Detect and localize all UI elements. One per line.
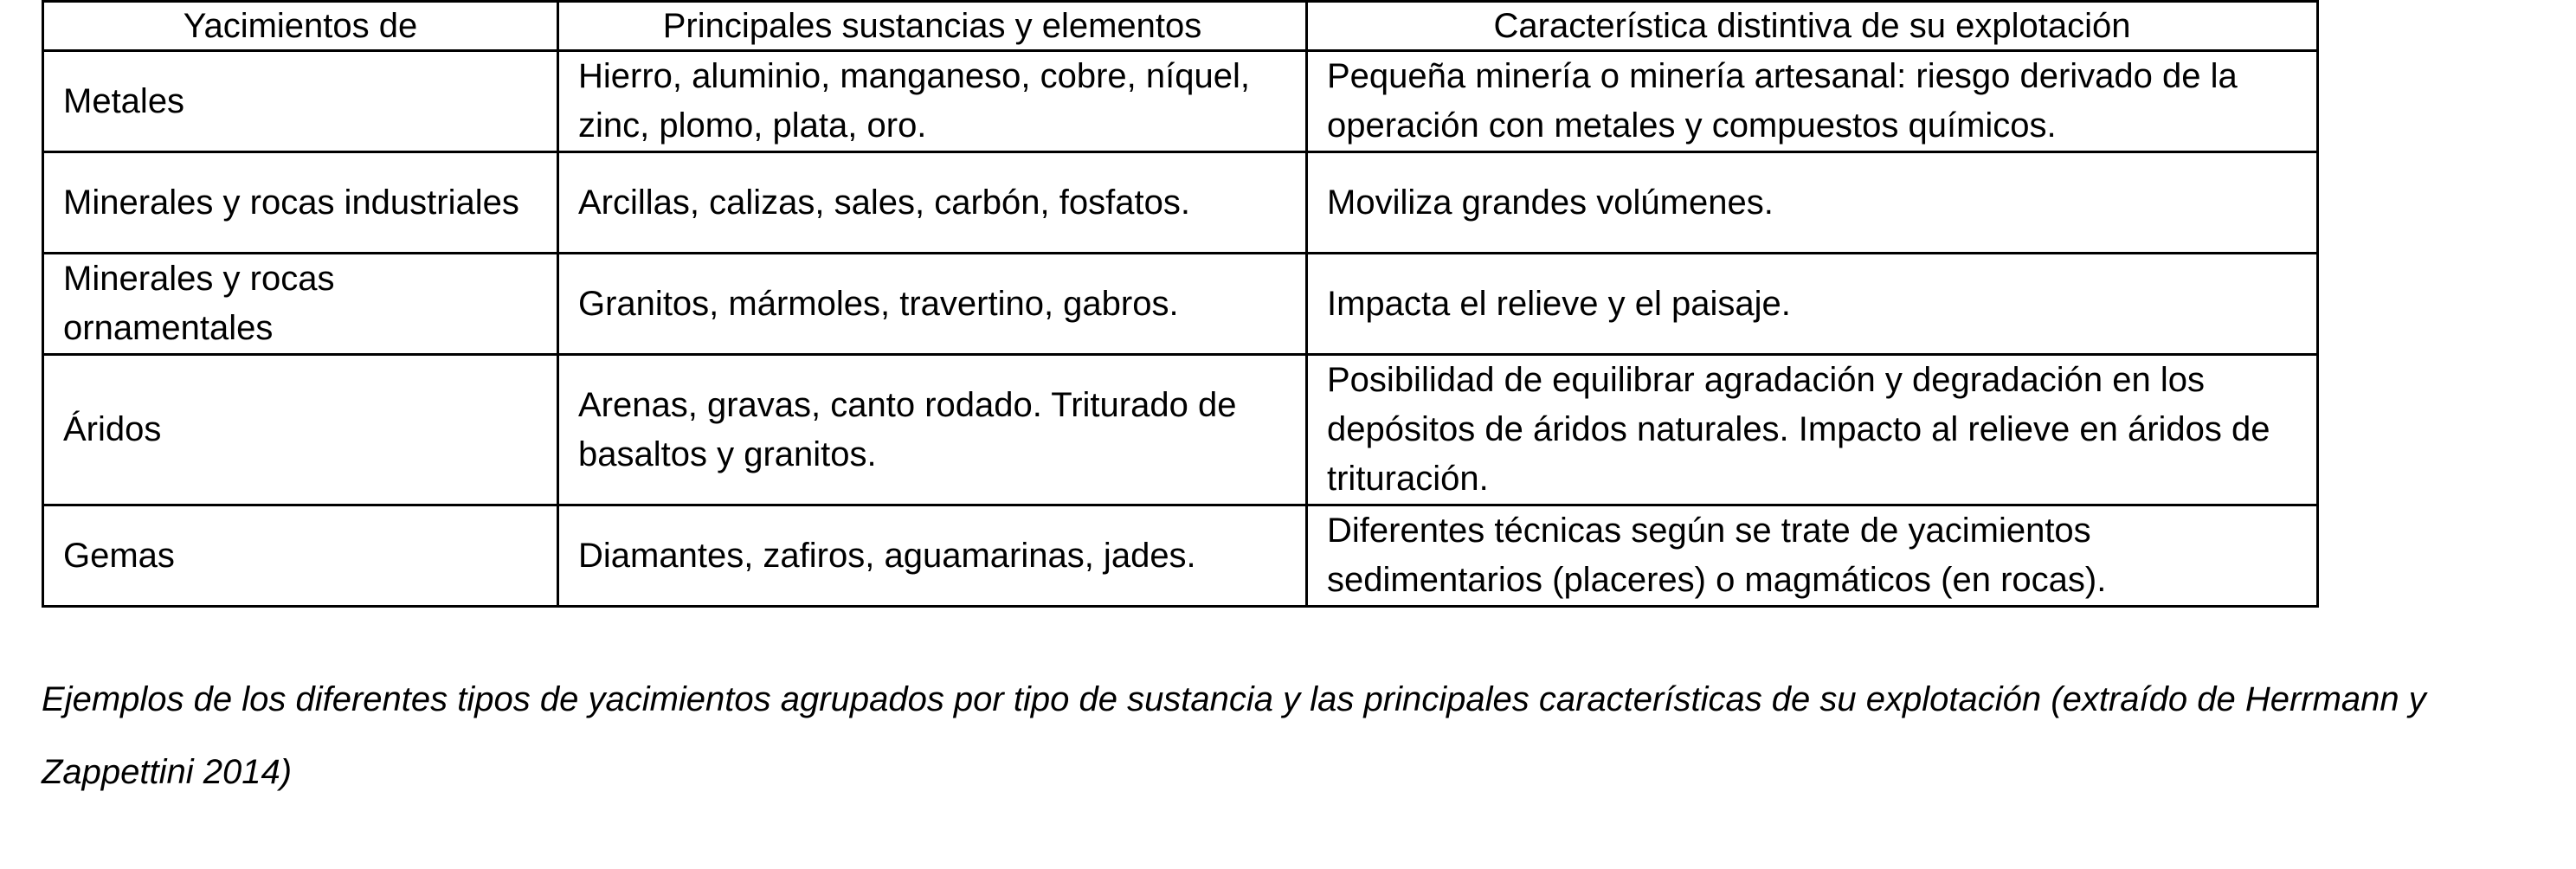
cell-substances: Granitos, mármoles, travertino, gabros. [558,254,1307,355]
cell-substances: Arenas, gravas, canto rodado. Triturado de basaltos y granitos. [558,355,1307,505]
table-row [43,51,2318,152]
table-caption: Ejemplos de los diferentes tipos de yacimientos agrupados por tipo de sustancia y las principales características de su explotación (extraído de Herrmann y Zappettini 2014) [42,680,2426,791]
table-row [43,355,2318,505]
cell-feature: Pequeña minería o minería artesanal: riesgo derivado de la operación con metales y compuestos químicos. [1307,51,2318,152]
cell-feature: Posibilidad de equilibrar agradación y degradación en los depósitos de áridos naturales. Impacto al relieve en áridos de trituración. [1307,355,2318,505]
table-row [43,152,2318,254]
table-row [43,505,2318,607]
cell-deposit-type: Minerales y rocas industriales [43,152,558,254]
cell-substances: Diamantes, zafiros, aguamarinas, jades. [558,505,1307,607]
cell-feature: Diferentes técnicas según se trate de yacimientos sedimentarios (placeres) o magmáticos (en rocas). [1307,505,2318,607]
table-row [43,254,2318,355]
cell-deposit-type: Minerales y rocas ornamentales [43,254,558,355]
cell-deposit-type: Metales [43,51,558,152]
header-feature: Característica distintiva de su explotación [1307,2,2318,51]
cell-deposit-type: Áridos [43,355,558,505]
header-deposit-type: Yacimientos de [43,2,558,51]
cell-substances: Arcillas, calizas, sales, carbón, fosfatos. [558,152,1307,254]
cell-feature: Impacta el relieve y el paisaje. [1307,254,2318,355]
cell-substances: Hierro, aluminio, manganeso, cobre, níquel, zinc, plomo, plata, oro. [558,51,1307,152]
cell-feature: Moviliza grandes volúmenes. [1307,152,2318,254]
table-header-row [43,2,2318,51]
header-substances: Principales sustancias y elementos [558,2,1307,51]
cell-deposit-type: Gemas [43,505,558,607]
deposits-table [42,0,2319,608]
